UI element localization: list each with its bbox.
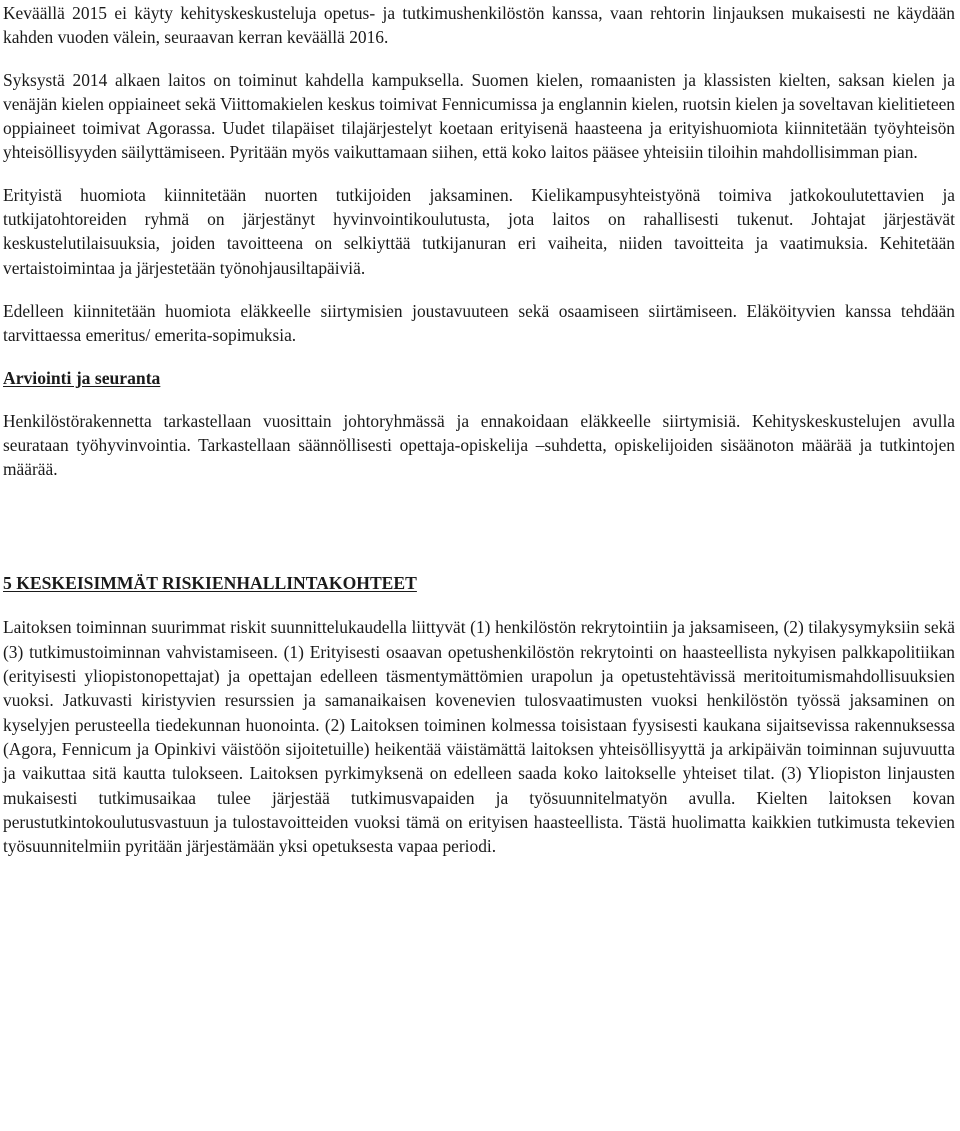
paragraph-young-researchers: Erityistä huomiota kiinnitetään nuorten tutkijoiden jaksaminen. Kielikampusyhteistyönä toimiva jatkokoulutettavien ja tutkijatohtoreiden ryhmä on järjestänyt hyvinvointikoulutusta, jota laitos on rahallisesti tukenut. Johtajat järjestävät keskustelutilaisuuksia, joiden tavoitteena on selkiyttää tutkijanuran eri vaiheita, niiden tavoitteita ja vaatimuksia. Kehitetään vertaistoimintaa ja järjestetään työnohjausiltapäiviä. [3,184,955,278]
paragraph-main-risks: Laitoksen toiminnan suurimmat riskit suunnittelukaudella liittyvät (1) henkilöstön rekrytointiin ja jaksamiseen, (2) tilakysymyksiin sekä (3) tutkimustoiminnan vahvistamiseen. (1) Erityisesti osaavan opetushenkilöstön rekrytointi on haasteellista nykyisen palkkapolitiikan (erityisesti yliopistonopettajat) ja opettajan edelleen täsmentymättömien urapolun ja opetustehtävissä meritoitumismahdollisuuksien vuoksi. Jatkuvasti kiristyvien resurssien ja samanaikaisen kovenevien tulosvaatimusten vuoksi henkilöstön työssä jaksaminen on kyselyjen perusteella tiedekunnan huonointa. (2) Laitoksen toiminen kolmessa toisistaan fyysisesti kaukana sijaitsevissa rakennuksessa (Agora, Fennicum ja Opinkivi väistöön sijoitetuille) heikentää väistämättä laitoksen yhteisöllisyyttä ja arkipäivän toiminnan sujuvuutta ja vaikuttaa sitä kautta tulokseen. Laitoksen pyrkimyksenä on edelleen saada koko laitokselle yhteiset tilat. (3) Yliopiston linjausten mukaisesti tutkimusaikaa tulee järjestää tutkimusvapaiden ja työsuunnitelmatyön avulla. Kielten laitoksen kovan perustutkintokoulutusvastuun ja tulostavoitteiden vuoksi tämä on erityisen haasteellista. Tästä huolimatta kaikkien tutkimusta tekevien työsuunnitelmiin pyritään järjestämään yksi opetuksesta vapaa periodi. [3,617,955,857]
section-heading-evaluation: Arviointi ja seuranta [3,367,161,388]
section-heading-risk-management: 5 KESKEISIMMÄT RISKIENHALLINTAKOHTEET [3,573,417,594]
document-page [3,0,955,858]
paragraph-two-campuses: Syksystä 2014 alkaen laitos on toiminut kahdella kampuksella. Suomen kielen, romaanisten ja klassisten kielten, saksan kielen ja venäjän kielen oppiaineet sekä Viittomakielen keskus toimivat Fennicumissa ja englannin kielen, ruotsin kielen ja soveltavan kielitieteen oppiaineet toimivat Agorassa. Uudet tilapäiset tilajärjestelyt koetaan erityisenä haasteena ja erityishuomiota kiinnitetään työyhteisön yhteisöllisyyden säilyttämiseen. Pyritään myös vaikuttamaan siihen, että koko laitos pääsee yhteisiin tiloihin mahdollisimman pian. [3,69,955,163]
paragraph-retirement: Edelleen kiinnitetään huomiota eläkkeelle siirtymisien joustavuuteen sekä osaamiseen siirtämiseen. Eläköityvien kanssa tehdään tarvittaessa emeritus/ emerita-sopimuksia. [3,300,955,346]
paragraph-staff-structure: Henkilöstörakennetta tarkastellaan vuosittain johtoryhmässä ja ennakoidaan eläkkeelle siirtymisiä. Kehityskeskustelujen avulla seurataan työhyvinvointia. Tarkastellaan säännöllisesti opettaja-opiskelija –suhdetta, opiskelijoiden sisäänoton määrää ja tutkintojen määrää. [3,410,955,480]
paragraph-development-discussions: Keväällä 2015 ei käyty kehityskeskusteluja opetus- ja tutkimushenkilöstön kanssa, vaan rehtorin linjauksen mukaisesti ne käydään kahden vuoden välein, seuraavan kerran keväällä 2016. [3,3,955,48]
